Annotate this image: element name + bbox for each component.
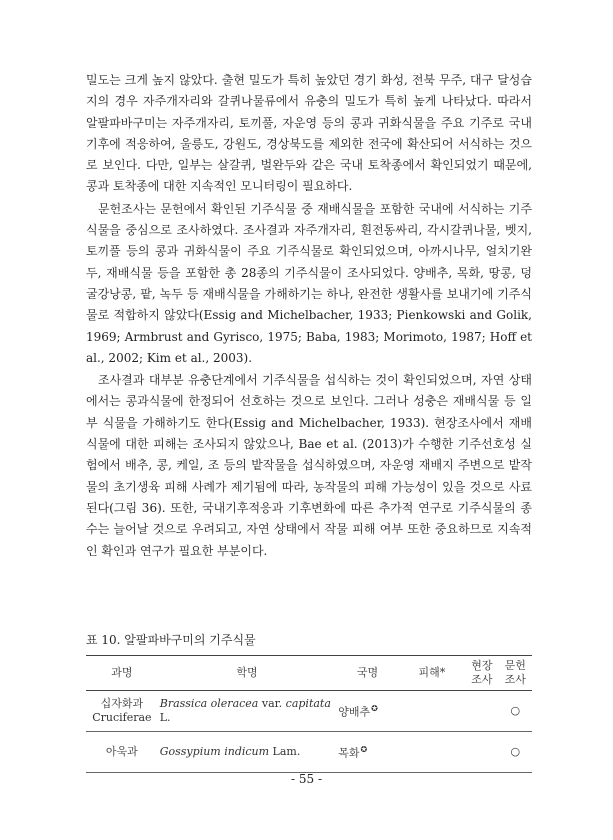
cell-scientific-name	[158, 732, 336, 773]
header-literature-survey	[499, 656, 532, 691]
cell-field-survey	[465, 732, 498, 773]
sci-variety: capitata	[285, 697, 331, 710]
header-lit-top: 문헌	[504, 659, 526, 672]
sci-rank: var.	[258, 697, 286, 710]
paragraph-2: 문헌조사는 문헌에서 확인된 기주식물 중 재배식물을 포함한 국내에 서식하는 기주식물을 중심으로 조사하였다. 조사결과 자주개자리, 흰전동싸리, 각시갈퀴나물, 벳지, 토끼풀 등의 콩과 귀화식물이 주요 기주식물로 확인되었으며, 아까시나무, 얼치기완두, 재배식물 등을 포함한 총 28종의 기주식물이 조사되었다. 양배추, 목화, 땅콩, 덩굴강낭콩, 팥, 녹두 등 재배식물을 가해하기는 하나, 완전한 생활사를 보내기에 기주식물로 적합하지 않았다(Essig and Michelbacher, 1933; Pienkowski and Golik, 1969; Armbrust and Gyrisco, 1975; Baba, 1983; Morimoto, 1987; Hoff et al., 2002; Kim et al., 2003).	[86, 201, 532, 365]
cultivated-mark-icon: ✪	[371, 704, 378, 714]
table-caption: 표 10. 알팔파바구미의 기주식물	[86, 633, 256, 647]
header-damage: 피해*	[399, 656, 465, 691]
family-korean: 아욱과	[105, 745, 138, 758]
page-number: - 55 -	[290, 772, 322, 786]
header-field-survey	[465, 656, 498, 691]
host-plant-table	[86, 655, 532, 773]
cell-damage	[399, 691, 465, 732]
sci-genus-species: Gossypium indicum	[159, 745, 270, 758]
cell-field-survey	[465, 691, 498, 732]
header-scientific-name: 학명	[158, 656, 336, 691]
table-row	[86, 732, 532, 773]
korean-name: 양배추	[338, 705, 371, 719]
cell-korean-name	[336, 691, 399, 732]
sci-genus-species: Brassica oleracea	[159, 697, 259, 710]
cell-literature-survey: ○	[499, 732, 532, 773]
body-text	[86, 70, 532, 563]
sci-author: Lam.	[269, 745, 301, 758]
cell-family	[86, 691, 158, 732]
paragraph-1: 밀도는 크게 높지 않았다. 출현 밀도가 특히 높았던 경기 화성, 전북 무주, 대구 달성습지의 경우 자주개자리와 갈퀴나물류에서 유충의 밀도가 특히 높게 나타났다. 따라서 알팔파바구미는 자주개자리, 토끼풀, 자운영 등의 콩과 귀화식물을 주요 기주로 국내 기후에 적응하여, 울릉도, 강원도, 경상북도를 제외한 전국에 확산되어 서식하는 것으로 보인다. 다만, 일부는 살갈퀴, 벌완두와 같은 국내 토착종에서 확인되었기 때문에, 콩과 토착종에 대한 지속적인 모니터링이 필요하다.	[86, 73, 532, 194]
sci-author: L.	[159, 711, 171, 724]
header-field-top: 현장	[471, 659, 493, 672]
header-lit-bottom: 조사	[504, 673, 526, 686]
header-field-bottom: 조사	[471, 673, 493, 686]
header-family: 과명	[86, 656, 158, 691]
korean-name: 목화	[338, 746, 360, 760]
paragraph-3: 조사결과 대부분 유충단계에서 기주식물을 섭식하는 것이 확인되었으며, 자연 상태에서는 콩과식물에 한정되어 선호하는 것으로 보인다. 그러나 성충은 재배식물 등 일부 식물을 가해하기도 한다(Essig and Michelbacher, 1933). 현장조사에서 재배식물에 대한 피해는 조사되지 않았으나, Bae et al. (2013)가 수행한 기주선호성 실험에서 배추, 콩, 케일, 조 등의 밭작물을 섭식하였으며, 자운영 재배지 주변으로 밭작물의 초기생육 피해 사례가 제기됨에 따라, 농작물의 피해 가능성이 있을 것으로 사료된다(그림 36). 또한, 국내기후적응과 기후변화에 따른 추가적 연구로 기주식물의 종수는 늘어날 것으로 우려되고, 자연 상태에서 작물 피해 여부 또한 중요하므로 지속적인 확인과 연구가 필요한 부분이다.	[86, 373, 532, 558]
table-header-row	[86, 656, 532, 691]
cell-family	[86, 732, 158, 773]
family-korean: 십자화과	[100, 697, 144, 710]
header-korean-name: 국명	[336, 656, 399, 691]
table-row	[86, 691, 532, 732]
cultivated-mark-icon: ✪	[360, 745, 368, 755]
family-latin: Cruciferae	[92, 711, 152, 724]
cell-literature-survey: ○	[499, 691, 532, 732]
cell-scientific-name	[158, 691, 336, 732]
cell-damage	[399, 732, 465, 773]
cell-korean-name	[336, 732, 399, 773]
